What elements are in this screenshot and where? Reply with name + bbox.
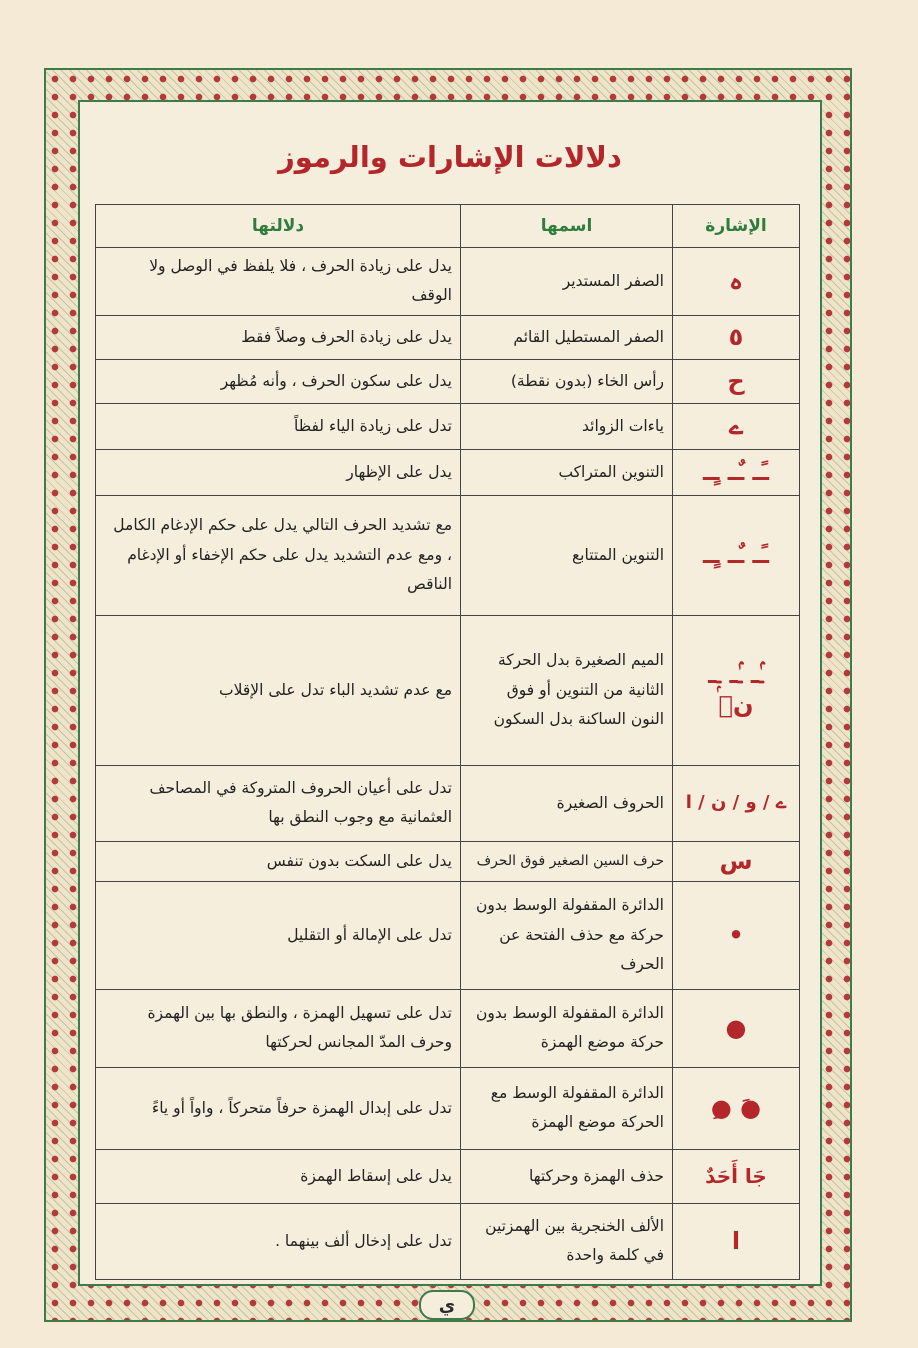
sign-cell: ح: [673, 359, 800, 403]
sign-cell: ا: [673, 1203, 800, 1279]
table-row: [96, 1149, 800, 1203]
meaning-cell: تدل على زيادة الياء لفظاً: [96, 403, 461, 449]
meaning-cell: يدل على إسقاط الهمزة: [96, 1149, 461, 1203]
sign-cell: ـۢـ ـۢـ ـۭـ نۢ: [673, 615, 800, 765]
table-row: [96, 449, 800, 495]
meaning-cell: تدل على إبدال الهمزة حرفاً متحركاً ، واواً أو ياءً: [96, 1067, 461, 1149]
sign-cell: ہ: [673, 248, 800, 316]
meaning-cell: يدل على سكون الحرف ، وأنه مُظهر: [96, 359, 461, 403]
table-row: [96, 1067, 800, 1149]
name-cell: رأس الخاء (بدون نقطة): [461, 359, 673, 403]
meaning-cell: مع تشديد الحرف التالي يدل على حكم الإدغام الكامل ، ومع عدم التشديد يدل على حكم الإخفاء أو الإدغام الناقص: [96, 495, 461, 615]
page-number: ي: [419, 1290, 475, 1320]
table-header-row: [96, 205, 800, 248]
meaning-cell: مع عدم تشديد الباء تدل على الإقلاب: [96, 615, 461, 765]
table-row: [96, 248, 800, 316]
table-row: [96, 615, 800, 765]
sign-cell: ●َ ●ِ: [673, 1067, 800, 1149]
table-row: [96, 841, 800, 881]
header-meaning: دلالتها: [96, 205, 461, 248]
table-row: [96, 765, 800, 841]
name-cell: ياءات الزوائد: [461, 403, 673, 449]
sign-cell: ے: [673, 403, 800, 449]
sign-cell: ے / و / ن / ا: [673, 765, 800, 841]
name-cell: الدائرة المقفولة الوسط مع الحركة موضع الهمزة: [461, 1067, 673, 1149]
name-cell: التنوين المتراكب: [461, 449, 673, 495]
name-cell: الميم الصغيرة بدل الحركة الثانية من التنوين أو فوق النون الساكنة بدل السكون: [461, 615, 673, 765]
table-row: [96, 881, 800, 989]
header-sign: الإشارة: [673, 205, 800, 248]
name-cell: الدائرة المقفولة الوسط بدون حركة مع حذف الفتحة عن الحرف: [461, 881, 673, 989]
table-row: [96, 989, 800, 1067]
name-cell: الألف الخنجرية بين الهمزتين في كلمة واحدة: [461, 1203, 673, 1279]
sign-cell: ●: [673, 989, 800, 1067]
meaning-cell: تدل على تسهيل الهمزة ، والنطق بها بين الهمزة وحرف المدّ المجانس لحركتها: [96, 989, 461, 1067]
sign-cell: جَا أَحَدٌ: [673, 1149, 800, 1203]
sign-cell: •: [673, 881, 800, 989]
symbols-table: [95, 204, 800, 1280]
name-cell: الصفر المستدير: [461, 248, 673, 316]
table-row: [96, 359, 800, 403]
name-cell: الصفر المستطيل القائم: [461, 315, 673, 359]
name-cell: الدائرة المقفولة الوسط بدون حركة موضع الهمزة: [461, 989, 673, 1067]
sign-cell: ـًـ ـٌـ ـٍـ: [673, 449, 800, 495]
meaning-cell: تدل على إدخال ألف بينهما .: [96, 1203, 461, 1279]
meaning-cell: يدل على السكت بدون تنفس: [96, 841, 461, 881]
table-row: [96, 315, 800, 359]
name-cell: حذف الهمزة وحركتها: [461, 1149, 673, 1203]
sign-cell: س: [673, 841, 800, 881]
meaning-cell: تدل على أعيان الحروف المتروكة في المصاحف العثمانية مع وجوب النطق بها: [96, 765, 461, 841]
meaning-cell: يدل على زيادة الحرف وصلاً فقط: [96, 315, 461, 359]
page-title: دلالات الإشارات والرموز: [278, 140, 622, 174]
meaning-cell: تدل على الإمالة أو التقليل: [96, 881, 461, 989]
name-cell: الحروف الصغيرة: [461, 765, 673, 841]
table-row: [96, 403, 800, 449]
meaning-cell: يدل على زيادة الحرف ، فلا يلفظ في الوصل ولا الوقف: [96, 248, 461, 316]
header-name: اسمها: [461, 205, 673, 248]
name-cell: حرف السين الصغير فوق الحرف: [461, 841, 673, 881]
meaning-cell: يدل على الإظهار: [96, 449, 461, 495]
sign-cell: ٥: [673, 315, 800, 359]
table-row: [96, 495, 800, 615]
name-cell: التنوين المتتابع: [461, 495, 673, 615]
table-row: [96, 1203, 800, 1279]
sign-cell: ـًـ ـٌـ ـٍـ: [673, 495, 800, 615]
